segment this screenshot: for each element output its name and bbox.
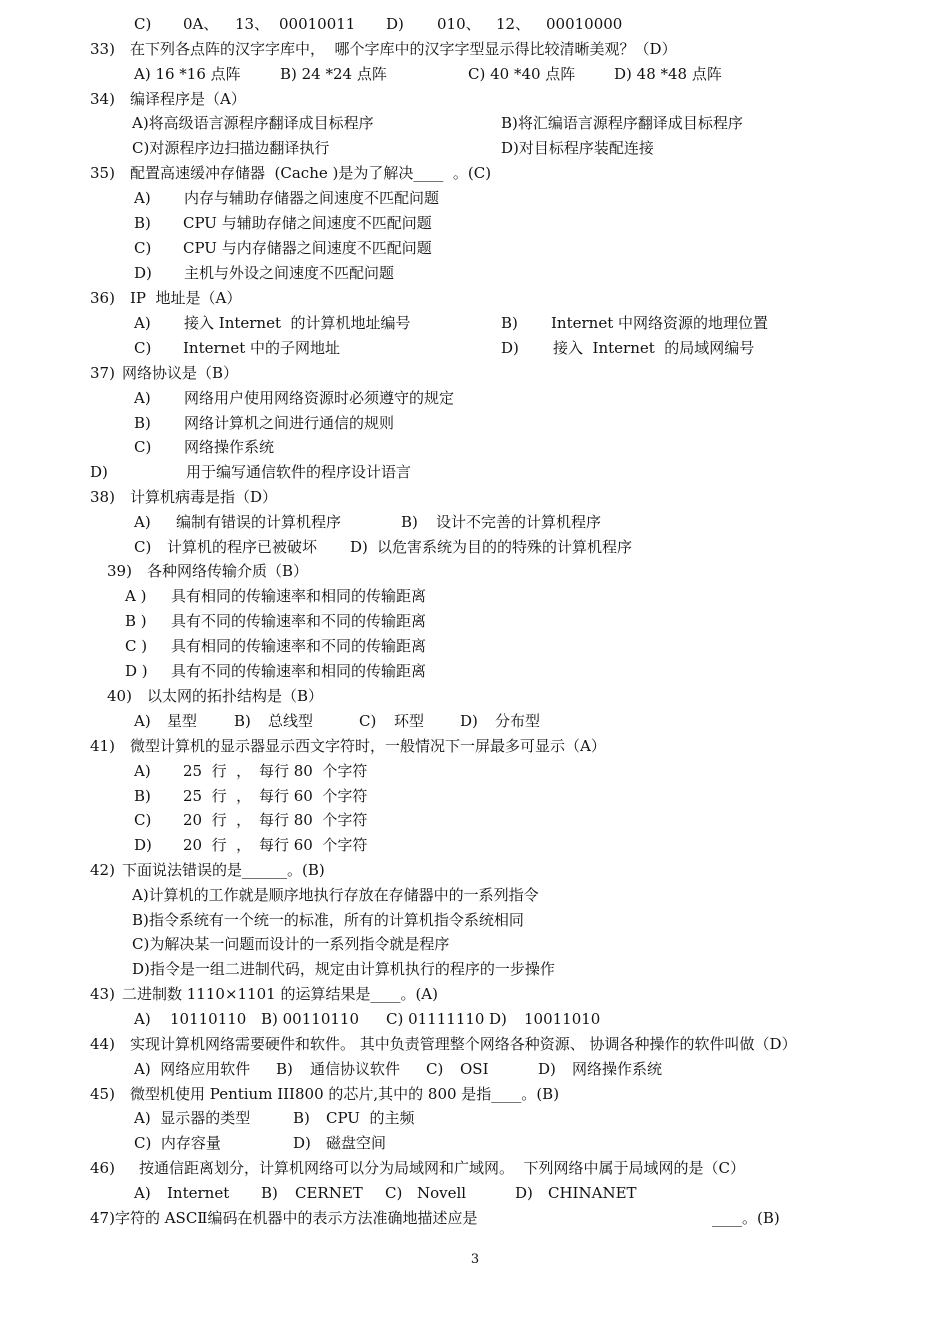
text-segment: CERNET xyxy=(295,1184,363,1202)
text-line xyxy=(0,883,950,907)
text-segment: 以太网的拓扑结构是（B） xyxy=(147,687,324,705)
text-line xyxy=(0,1156,950,1180)
text-line xyxy=(0,1131,950,1155)
text-segment: 12、 xyxy=(496,15,531,33)
text-segment: A) xyxy=(134,389,151,407)
text-segment: C) xyxy=(134,339,152,357)
text-segment: B) xyxy=(276,1060,293,1078)
text-segment: D)对目标程序装配连接 xyxy=(501,139,654,157)
text-segment: 微型机使用 Pentium III800 的芯片,其中的 800 是指____。(B) xyxy=(130,1085,560,1103)
text-segment: A) xyxy=(134,762,151,780)
text-segment: 40) xyxy=(107,687,132,705)
text-line xyxy=(0,510,950,534)
text-segment: 主机与外设之间速度不匹配问题 xyxy=(184,264,395,282)
text-segment: 星型 xyxy=(167,712,198,730)
text-segment: D) xyxy=(386,15,404,33)
text-segment: 分布型 xyxy=(495,712,541,730)
text-segment: D) xyxy=(460,712,478,730)
text-segment: 二进制数 1110×1101 的运算结果是____。(A) xyxy=(122,985,438,1003)
text-segment: CPU 与辅助存储之间速度不匹配问题 xyxy=(183,214,432,232)
text-segment: 39) xyxy=(107,562,132,580)
text-segment: 在下列各点阵的汉字字库中， 哪个字库中的汉字字型显示得比较清晰美观？（D） xyxy=(130,40,677,58)
text-segment: 通信协议软件 xyxy=(310,1060,401,1078)
text-line xyxy=(0,411,950,435)
text-segment: 每行 60 个字符 xyxy=(259,836,368,854)
text-line xyxy=(0,1032,950,1056)
text-segment: 网络操作系统 xyxy=(184,438,275,456)
text-segment: A) 16 *16 点阵 xyxy=(134,65,241,83)
text-segment: D) xyxy=(501,339,519,357)
text-segment: 25 行 ， xyxy=(183,787,252,805)
text-segment: 010、 xyxy=(437,15,481,33)
text-line xyxy=(0,1007,950,1031)
text-segment: D)指令是一组二进制代码，规定由计算机执行的程序的一步操作 xyxy=(132,960,555,978)
text-line xyxy=(0,659,950,683)
text-line xyxy=(0,311,950,335)
text-line xyxy=(0,957,950,981)
text-segment: 33) xyxy=(90,40,115,58)
text-line xyxy=(0,609,950,633)
text-line xyxy=(0,932,950,956)
text-segment: D) xyxy=(293,1134,311,1152)
text-line xyxy=(0,1057,950,1081)
text-line xyxy=(0,808,950,832)
text-line xyxy=(0,684,950,708)
text-segment: A) xyxy=(134,189,151,207)
page-number: 3 xyxy=(470,1252,480,1267)
text-segment: 每行 80 个字符 xyxy=(259,811,368,829)
text-segment: A) xyxy=(134,1010,151,1028)
text-segment: B) 00110110 xyxy=(261,1010,359,1028)
text-segment: 10110110 xyxy=(170,1010,247,1028)
text-line xyxy=(0,435,950,459)
text-segment: 接入 Internet 的计算机地址编号 xyxy=(184,314,411,332)
text-segment: B)将汇编语言源程序翻译成目标程序 xyxy=(501,114,743,132)
text-segment: Internet 中网络资源的地理位置 xyxy=(551,314,768,332)
text-segment: Novell xyxy=(417,1184,467,1202)
text-line xyxy=(0,1206,950,1230)
text-segment: C ) xyxy=(125,637,148,655)
text-segment: 以危害系统为目的的特殊的计算机程序 xyxy=(377,538,633,556)
text-segment: 计算机病毒是指（D） xyxy=(130,488,278,506)
text-segment: D) xyxy=(134,264,152,282)
text-segment: 微型计算机的显示器显示西文字符时，一般情况下一屏最多可显示（A） xyxy=(130,737,606,755)
text-segment: 37) xyxy=(90,364,115,382)
text-segment: 20 行 ， xyxy=(183,811,252,829)
text-segment: 44) xyxy=(90,1035,115,1053)
text-segment: B) xyxy=(293,1109,310,1127)
text-segment: 编译程序是（A） xyxy=(130,90,246,108)
text-line xyxy=(0,1106,950,1130)
text-segment: C) xyxy=(359,712,377,730)
text-segment: 25 行 ， xyxy=(183,762,252,780)
text-segment: D) 48 *48 点阵 xyxy=(614,65,722,83)
text-segment: 43) xyxy=(90,985,115,1003)
text-segment: 总线型 xyxy=(268,712,314,730)
text-segment: B)指令系统有一个统一的标准，所有的计算机指令系统相同 xyxy=(132,911,524,929)
text-segment: A)计算机的工作就是顺序地执行存放在存储器中的一系列指令 xyxy=(132,886,539,904)
text-segment: C) xyxy=(134,538,152,556)
text-segment: ____。(B) xyxy=(712,1209,780,1227)
text-segment: 用于编写通信软件的程序设计语言 xyxy=(186,463,412,481)
text-line xyxy=(0,709,950,733)
text-segment: C) xyxy=(426,1060,444,1078)
text-segment: 环型 xyxy=(394,712,425,730)
text-segment: 35) xyxy=(90,164,115,182)
text-segment: B) xyxy=(261,1184,278,1202)
text-segment: C)对源程序边扫描边翻译执行 xyxy=(132,139,330,157)
text-segment: C) 40 *40 点阵 xyxy=(468,65,576,83)
text-line xyxy=(0,908,950,932)
text-segment: 0A、 xyxy=(183,15,219,33)
text-segment: CHINANET xyxy=(548,1184,637,1202)
text-segment: A ) xyxy=(125,587,147,605)
text-segment: CPU 的主频 xyxy=(326,1109,415,1127)
text-segment: Internet 中的子网地址 xyxy=(183,339,340,357)
text-segment: 设计不完善的计算机程序 xyxy=(436,513,602,531)
text-segment: A) xyxy=(134,314,151,332)
text-segment: 每行 60 个字符 xyxy=(259,787,368,805)
text-segment: 具有不同的传输速率和不同的传输距离 xyxy=(171,612,427,630)
text-segment: 10011010 xyxy=(524,1010,601,1028)
text-segment: B) xyxy=(401,513,418,531)
text-segment: 各种网络传输介质（B） xyxy=(147,562,309,580)
text-line xyxy=(0,1082,950,1106)
text-segment: 配置高速缓冲存储器 (Cache )是为了解决____ 。(C) xyxy=(130,164,492,182)
text-segment: 46) xyxy=(90,1159,115,1177)
text-segment: C) xyxy=(385,1184,403,1202)
text-segment: A) 显示器的类型 xyxy=(134,1109,251,1127)
text-segment: 网络计算机之间进行通信的规则 xyxy=(184,414,395,432)
text-line xyxy=(0,858,950,882)
text-segment: 编制有错误的计算机程序 xyxy=(176,513,342,531)
text-line xyxy=(0,535,950,559)
text-segment: B) xyxy=(134,214,151,232)
text-segment: D) xyxy=(134,836,152,854)
text-line xyxy=(0,62,950,86)
text-line xyxy=(0,37,950,61)
text-line xyxy=(0,211,950,235)
text-segment: B) xyxy=(134,414,151,432)
text-segment: 网络操作系统 xyxy=(572,1060,663,1078)
text-segment: 具有不同的传输速率和相同的传输距离 xyxy=(171,662,427,680)
text-line xyxy=(0,833,950,857)
text-segment: 接入 Internet 的局域网编号 xyxy=(553,339,755,357)
text-segment: B) xyxy=(501,314,518,332)
text-segment: C) 01111110 xyxy=(386,1010,485,1028)
text-segment: 00010011 xyxy=(279,15,356,33)
text-line xyxy=(0,386,950,410)
text-segment: 34) xyxy=(90,90,115,108)
text-line xyxy=(0,161,950,185)
text-line xyxy=(0,559,950,583)
text-line xyxy=(0,485,950,509)
text-segment: D) xyxy=(515,1184,533,1202)
text-segment: D) xyxy=(538,1060,556,1078)
text-segment: 42) xyxy=(90,861,115,879)
text-line xyxy=(0,261,950,285)
text-segment: 45) xyxy=(90,1085,115,1103)
text-segment: B ) xyxy=(125,612,147,630)
text-line xyxy=(0,186,950,210)
text-segment: B) xyxy=(134,787,151,805)
text-line xyxy=(0,634,950,658)
text-line xyxy=(0,982,950,1006)
text-line xyxy=(0,460,950,484)
text-segment: C) xyxy=(134,811,152,829)
text-segment: 计算机的程序已被破坏 xyxy=(167,538,318,556)
text-segment: 36) xyxy=(90,289,115,307)
text-segment: A) 网络应用软件 xyxy=(134,1060,251,1078)
text-segment: 磁盘空间 xyxy=(326,1134,387,1152)
text-line xyxy=(0,784,950,808)
text-line xyxy=(0,286,950,310)
text-line xyxy=(0,336,950,360)
text-segment: 网络用户使用网络资源时必须遵守的规定 xyxy=(184,389,455,407)
text-segment: C) xyxy=(134,438,152,456)
text-line xyxy=(0,12,950,36)
text-segment: C)为解决某一问题而设计的一系列指令就是程序 xyxy=(132,935,450,953)
text-line xyxy=(0,236,950,260)
text-segment: D) xyxy=(350,538,368,556)
text-segment: 20 行 ， xyxy=(183,836,252,854)
text-line xyxy=(0,734,950,758)
text-segment: 网络协议是（B） xyxy=(122,364,239,382)
text-segment: 每行 80 个字符 xyxy=(259,762,368,780)
text-segment: 47)字符的 ASCⅡ编码在机器中的表示方法准确地描述应是 xyxy=(90,1209,478,1227)
text-segment: 13、 xyxy=(235,15,270,33)
text-segment: 按通信距离划分，计算机网络可以分为局域网和广域网。 下列网络中属于局域网的是（C） xyxy=(139,1159,746,1177)
text-segment: C) xyxy=(134,239,152,257)
text-segment: B) xyxy=(234,712,251,730)
text-segment: 具有相同的传输速率和相同的传输距离 xyxy=(171,587,427,605)
text-segment: A) xyxy=(134,513,151,531)
text-line xyxy=(0,136,950,160)
text-segment: Internet xyxy=(167,1184,230,1202)
text-segment: OSI xyxy=(460,1060,489,1078)
text-segment: D ) xyxy=(125,662,148,680)
text-segment: A) xyxy=(134,1184,151,1202)
text-segment: 38) xyxy=(90,488,115,506)
text-segment: CPU 与内存储器之间速度不匹配问题 xyxy=(183,239,432,257)
text-segment: 下面说法错误的是______。(B) xyxy=(122,861,325,879)
text-line xyxy=(0,111,950,135)
text-segment: A) xyxy=(134,712,151,730)
text-segment: D) xyxy=(90,463,108,481)
text-line xyxy=(0,1181,950,1205)
text-line xyxy=(0,361,950,385)
text-segment: 实现计算机网络需要硬件和软件。 其中负责管理整个网络各种资源、 协调各种操作的软件叫做（D） xyxy=(130,1035,797,1053)
text-segment: 00010000 xyxy=(546,15,623,33)
text-segment: 具有相同的传输速率和不同的传输距离 xyxy=(171,637,427,655)
text-segment: B) 24 *24 点阵 xyxy=(280,65,387,83)
text-line xyxy=(0,759,950,783)
text-segment: A)将高级语言源程序翻译成目标程序 xyxy=(132,114,374,132)
text-segment: C) 内存容量 xyxy=(134,1134,221,1152)
text-line xyxy=(0,584,950,608)
text-line xyxy=(0,87,950,111)
text-segment: C) xyxy=(134,15,152,33)
text-segment: IP 地址是（A） xyxy=(130,289,242,307)
text-segment: D) xyxy=(489,1010,507,1028)
text-segment: 41) xyxy=(90,737,115,755)
text-segment: 内存与辅助存储器之间速度不匹配问题 xyxy=(184,189,440,207)
